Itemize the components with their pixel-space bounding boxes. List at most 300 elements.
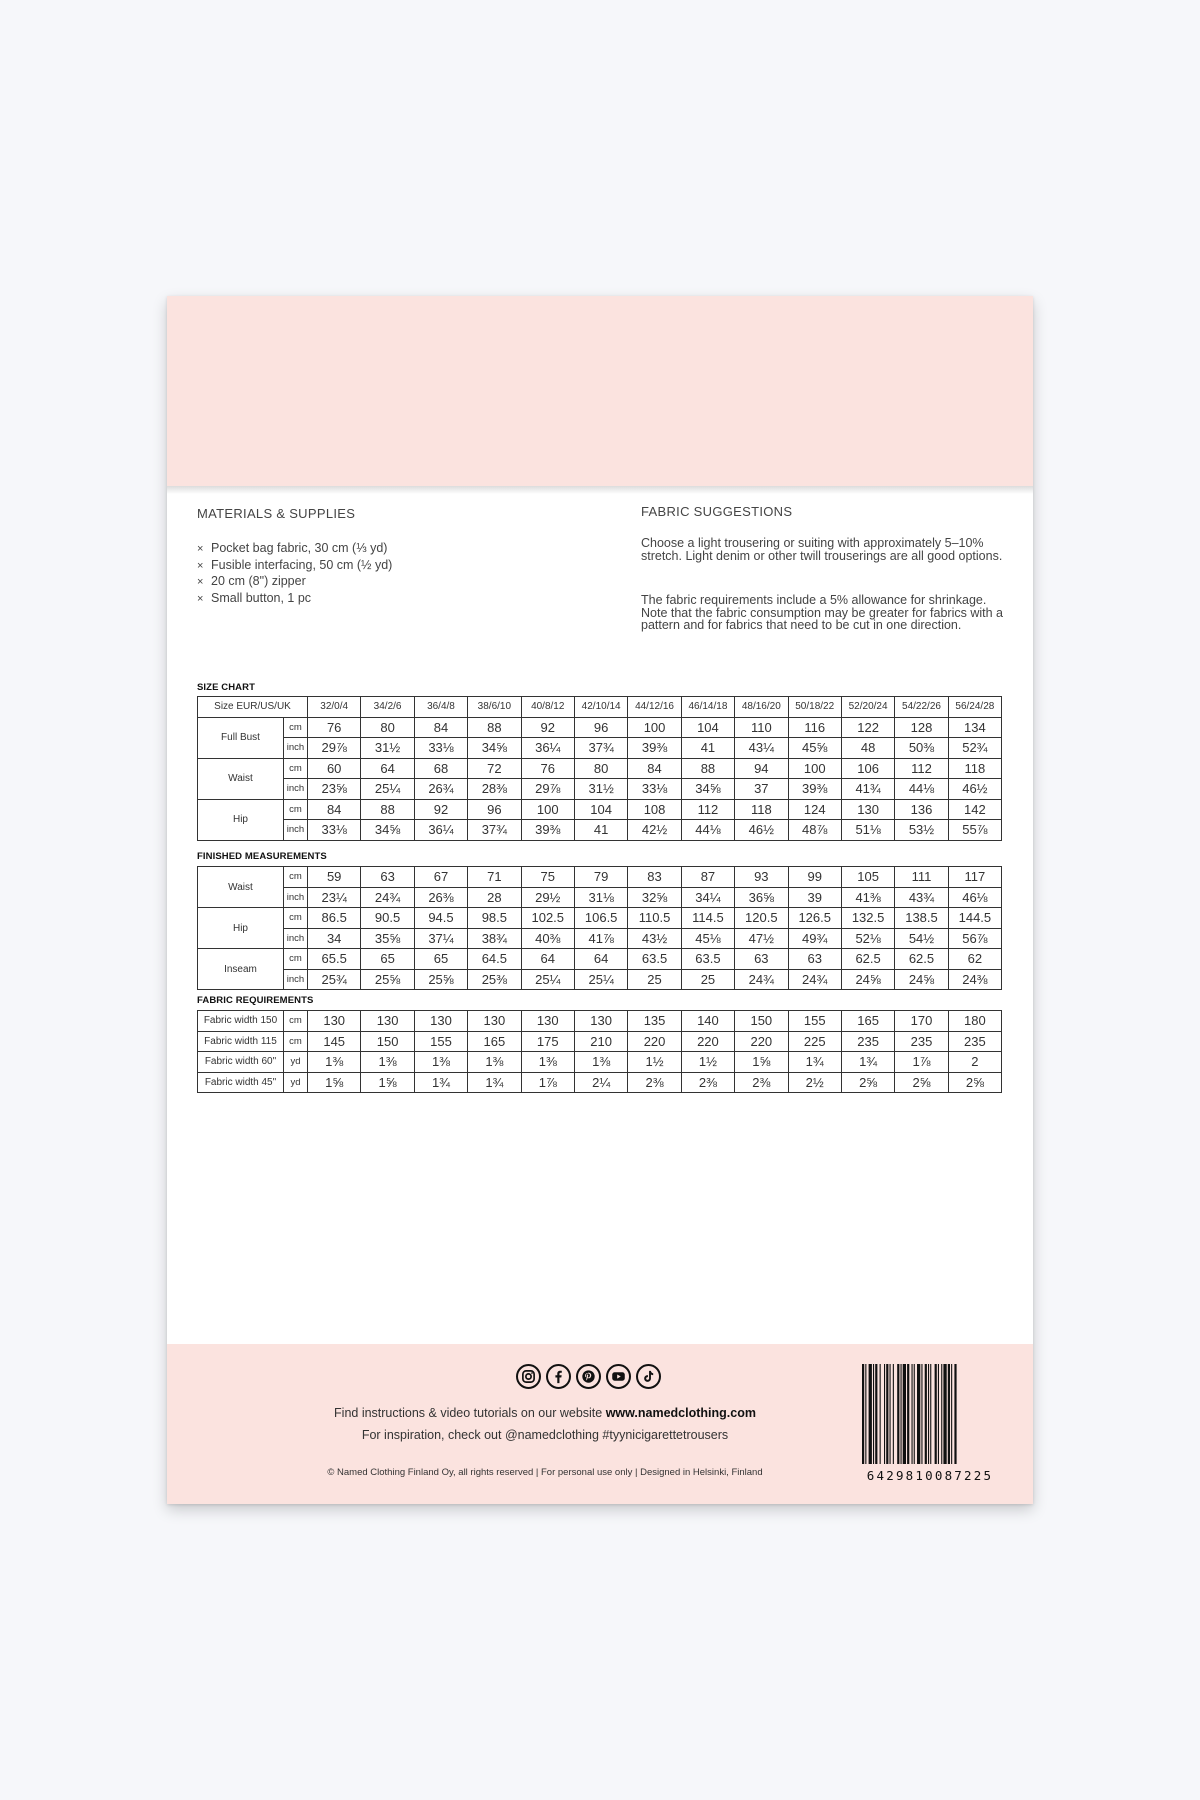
value-cell: 87 <box>681 867 734 888</box>
table-row <box>198 779 1002 800</box>
value-cell: 64 <box>574 949 627 970</box>
value-cell: 35⅝ <box>361 928 414 949</box>
value-cell: 130 <box>414 1011 467 1032</box>
value-cell: 145 <box>308 1031 361 1052</box>
value-cell: 1⅜ <box>521 1052 574 1073</box>
value-cell: 34⅝ <box>361 820 414 841</box>
value-cell: 24¾ <box>735 969 788 990</box>
tiktok-icon[interactable] <box>636 1364 661 1389</box>
finished-measurements-title: FINISHED MEASUREMENTS <box>197 851 327 862</box>
value-cell: 45⅝ <box>788 738 841 759</box>
unit-cell: yd <box>284 1052 308 1073</box>
barcode-bar <box>928 1364 929 1464</box>
unit-cell: inch <box>284 969 308 990</box>
value-cell: 39⅜ <box>521 820 574 841</box>
value-cell: 46½ <box>735 820 788 841</box>
value-cell: 25 <box>628 969 681 990</box>
value-cell: 1¾ <box>788 1052 841 1073</box>
facebook-icon[interactable] <box>546 1364 571 1389</box>
value-cell: 24⅝ <box>895 969 948 990</box>
value-cell: 220 <box>681 1031 734 1052</box>
size-header-label: Size EUR/US/UK <box>198 697 308 718</box>
value-cell: 23¼ <box>308 887 361 908</box>
value-cell: 62 <box>948 949 1001 970</box>
value-cell: 25⅝ <box>361 969 414 990</box>
barcode-bar <box>954 1364 956 1464</box>
size-header: 44/12/16 <box>628 697 681 718</box>
value-cell: 79 <box>574 867 627 888</box>
value-cell: 36¼ <box>521 738 574 759</box>
value-cell: 142 <box>948 799 1001 820</box>
unit-cell: cm <box>284 717 308 738</box>
value-cell: 1⅝ <box>308 1072 361 1093</box>
value-cell: 106.5 <box>574 908 627 929</box>
value-cell: 31½ <box>574 779 627 800</box>
value-cell: 2½ <box>788 1072 841 1093</box>
value-cell: 99 <box>788 867 841 888</box>
value-cell: 1⅝ <box>735 1052 788 1073</box>
value-cell: 63.5 <box>628 949 681 970</box>
barcode-bar <box>914 1364 915 1464</box>
fabric-width-label: Fabric width 45" <box>198 1072 284 1093</box>
value-cell: 118 <box>735 799 788 820</box>
value-cell: 31½ <box>361 738 414 759</box>
value-cell: 220 <box>735 1031 788 1052</box>
finished-measurements-table <box>197 866 1002 990</box>
value-cell: 34⅝ <box>468 738 521 759</box>
value-cell: 170 <box>895 1011 948 1032</box>
value-cell: 94 <box>735 758 788 779</box>
value-cell: 60 <box>308 758 361 779</box>
body-measurement-label: Full Bust <box>198 717 284 758</box>
barcode-bar <box>886 1364 888 1464</box>
value-cell: 33⅛ <box>628 779 681 800</box>
size-chart-table <box>197 696 1002 841</box>
unit-cell: inch <box>284 738 308 759</box>
finished-measurement-label: Inseam <box>198 949 284 990</box>
unit-cell: cm <box>284 908 308 929</box>
value-cell: 28 <box>468 887 521 908</box>
value-cell: 1¾ <box>468 1072 521 1093</box>
instagram-icon[interactable] <box>516 1364 541 1389</box>
value-cell: 32⅝ <box>628 887 681 908</box>
size-header: 46/14/18 <box>681 697 734 718</box>
value-cell: 124 <box>788 799 841 820</box>
unit-cell: cm <box>284 1031 308 1052</box>
bullet-cross-icon: × <box>197 559 204 572</box>
value-cell: 2⅝ <box>948 1072 1001 1093</box>
value-cell: 144.5 <box>948 908 1001 929</box>
barcode-bar <box>903 1364 906 1464</box>
table-row <box>198 738 1002 759</box>
size-header: 36/4/8 <box>414 697 467 718</box>
material-item <box>197 558 392 575</box>
value-cell: 48⅞ <box>788 820 841 841</box>
website-link[interactable]: www.namedclothing.com <box>605 1406 756 1420</box>
value-cell: 116 <box>788 717 841 738</box>
table-row <box>198 928 1002 949</box>
value-cell: 63 <box>735 949 788 970</box>
value-cell: 36⅝ <box>735 887 788 908</box>
value-cell: 155 <box>788 1011 841 1032</box>
value-cell: 80 <box>361 717 414 738</box>
size-header: 42/10/14 <box>574 697 627 718</box>
fabric-suggestions-paragraph-1: Choose a light trousering or suiting with approximately 5–10% stretch. Light denim or other twill trouserings are all good options. <box>641 536 1003 563</box>
fabric-suggestions-title: FABRIC SUGGESTIONS <box>641 504 793 519</box>
size-header: 54/22/26 <box>895 697 948 718</box>
value-cell: 150 <box>361 1031 414 1052</box>
value-cell: 175 <box>521 1031 574 1052</box>
unit-cell: inch <box>284 928 308 949</box>
value-cell: 41 <box>681 738 734 759</box>
size-header: 38/6/10 <box>468 697 521 718</box>
value-cell: 112 <box>681 799 734 820</box>
barcode-bar <box>912 1364 913 1464</box>
value-cell: 28⅜ <box>468 779 521 800</box>
unit-cell: cm <box>284 949 308 970</box>
value-cell: 37¼ <box>414 928 467 949</box>
value-cell: 114.5 <box>681 908 734 929</box>
value-cell: 110.5 <box>628 908 681 929</box>
value-cell: 31⅛ <box>574 887 627 908</box>
value-cell: 39⅜ <box>628 738 681 759</box>
table-row <box>198 820 1002 841</box>
value-cell: 50⅜ <box>895 738 948 759</box>
value-cell: 25¼ <box>574 969 627 990</box>
top-color-band <box>167 296 1033 486</box>
value-cell: 88 <box>681 758 734 779</box>
table-row <box>198 949 1002 970</box>
value-cell: 220 <box>628 1031 681 1052</box>
value-cell: 24⅝ <box>841 969 894 990</box>
size-header: 40/8/12 <box>521 697 574 718</box>
inspiration-line: For inspiration, check out @namedclothing #tyynicigarettetrousers <box>361 1428 729 1442</box>
table-row <box>198 1011 1002 1032</box>
table-row <box>198 717 1002 738</box>
value-cell: 64.5 <box>468 949 521 970</box>
finished-measurement-label: Waist <box>198 867 284 908</box>
barcode-bar <box>938 1364 939 1464</box>
value-cell: 29⅞ <box>308 738 361 759</box>
barcode-bar <box>907 1364 909 1464</box>
material-item <box>197 541 392 558</box>
value-cell: 65 <box>361 949 414 970</box>
value-cell: 180 <box>948 1011 1001 1032</box>
value-cell: 93 <box>735 867 788 888</box>
value-cell: 65.5 <box>308 949 361 970</box>
value-cell: 72 <box>468 758 521 779</box>
value-cell: 100 <box>788 758 841 779</box>
footer-band <box>167 1344 1033 1504</box>
value-cell: 37 <box>735 779 788 800</box>
value-cell: 130 <box>521 1011 574 1032</box>
value-cell: 41⅞ <box>574 928 627 949</box>
body-measurement-label: Waist <box>198 758 284 799</box>
material-text: Fusible interfacing, 50 cm (½ yd) <box>211 557 393 572</box>
value-cell: 1⅝ <box>361 1072 414 1093</box>
value-cell: 52⅛ <box>841 928 894 949</box>
size-header: 48/16/20 <box>735 697 788 718</box>
value-cell: 104 <box>681 717 734 738</box>
value-cell: 106 <box>841 758 894 779</box>
value-cell: 118 <box>948 758 1001 779</box>
barcode <box>862 1364 999 1474</box>
barcode-bar <box>869 1364 872 1464</box>
value-cell: 41 <box>574 820 627 841</box>
material-text: Small button, 1 pc <box>211 590 312 605</box>
barcode-bar <box>884 1364 885 1464</box>
value-cell: 41¾ <box>841 779 894 800</box>
value-cell: 43¼ <box>735 738 788 759</box>
fabric-suggestions-paragraph-2: The fabric requirements include a 5% allowance for shrinkage. Note that the fabric consumption may be greater for fabrics with a pattern and for fabrics that need to be cut in one direction. <box>641 593 1003 632</box>
value-cell: 112 <box>895 758 948 779</box>
barcode-bar <box>901 1364 902 1464</box>
value-cell: 1⅜ <box>361 1052 414 1073</box>
value-cell: 126.5 <box>788 908 841 929</box>
barcode-bar <box>873 1364 874 1464</box>
table-row <box>198 969 1002 990</box>
value-cell: 130 <box>361 1011 414 1032</box>
size-header: 56/24/28 <box>948 697 1001 718</box>
value-cell: 150 <box>735 1011 788 1032</box>
value-cell: 122 <box>841 717 894 738</box>
value-cell: 90.5 <box>361 908 414 929</box>
unit-cell: inch <box>284 820 308 841</box>
value-cell: 26⅜ <box>414 887 467 908</box>
value-cell: 136 <box>895 799 948 820</box>
value-cell: 39⅜ <box>788 779 841 800</box>
bullet-cross-icon: × <box>197 576 204 588</box>
value-cell: 29⅞ <box>521 779 574 800</box>
value-cell: 29½ <box>521 887 574 908</box>
value-cell: 40⅜ <box>521 928 574 949</box>
pattern-envelope-back <box>167 296 1033 1504</box>
value-cell: 64 <box>361 758 414 779</box>
unit-cell: inch <box>284 779 308 800</box>
value-cell: 37¾ <box>574 738 627 759</box>
value-cell: 25⅝ <box>414 969 467 990</box>
value-cell: 84 <box>308 799 361 820</box>
value-cell: 42½ <box>628 820 681 841</box>
value-cell: 225 <box>788 1031 841 1052</box>
copyright-line: © Named Clothing Finland Oy, all rights reserved | For personal use only | Designed in Helsinki, Finland <box>327 1467 763 1478</box>
value-cell: 165 <box>468 1031 521 1052</box>
materials-title: MATERIALS & SUPPLIES <box>197 506 356 521</box>
value-cell: 2⅜ <box>681 1072 734 1093</box>
value-cell: 92 <box>414 799 467 820</box>
value-cell: 235 <box>895 1031 948 1052</box>
value-cell: 59 <box>308 867 361 888</box>
value-cell: 1⅜ <box>468 1052 521 1073</box>
value-cell: 71 <box>468 867 521 888</box>
value-cell: 24⅜ <box>948 969 1001 990</box>
table-row <box>198 1031 1002 1052</box>
value-cell: 84 <box>414 717 467 738</box>
value-cell: 130 <box>308 1011 361 1032</box>
value-cell: 130 <box>468 1011 521 1032</box>
table-row <box>198 1072 1002 1093</box>
value-cell: 33⅛ <box>308 820 361 841</box>
value-cell: 51⅛ <box>841 820 894 841</box>
barcode-bar <box>943 1364 946 1464</box>
value-cell: 120.5 <box>735 908 788 929</box>
value-cell: 34 <box>308 928 361 949</box>
barcode-bar <box>893 1364 894 1464</box>
material-item <box>197 591 392 608</box>
materials-list <box>197 541 392 607</box>
value-cell: 235 <box>841 1031 894 1052</box>
barcode-number: 6429810087225 <box>866 1468 994 1483</box>
value-cell: 102.5 <box>521 908 574 929</box>
value-cell: 96 <box>574 717 627 738</box>
value-cell: 1⅜ <box>414 1052 467 1073</box>
value-cell: 1¾ <box>414 1072 467 1093</box>
value-cell: 84 <box>628 758 681 779</box>
fabric-requirements-table <box>197 1010 1002 1093</box>
value-cell: 76 <box>308 717 361 738</box>
value-cell: 25¼ <box>361 779 414 800</box>
pinterest-icon[interactable] <box>576 1364 601 1389</box>
value-cell: 25 <box>681 969 734 990</box>
value-cell: 135 <box>628 1011 681 1032</box>
fabric-width-label: Fabric width 60" <box>198 1052 284 1073</box>
value-cell: 55⅞ <box>948 820 1001 841</box>
value-cell: 75 <box>521 867 574 888</box>
value-cell: 68 <box>414 758 467 779</box>
barcode-bar <box>941 1364 942 1464</box>
value-cell: 24¾ <box>788 969 841 990</box>
value-cell: 43½ <box>628 928 681 949</box>
unit-cell: cm <box>284 1011 308 1032</box>
value-cell: 48 <box>841 738 894 759</box>
value-cell: 26¾ <box>414 779 467 800</box>
value-cell: 76 <box>521 758 574 779</box>
fabric-requirements-title: FABRIC REQUIREMENTS <box>197 995 314 1006</box>
value-cell: 41⅜ <box>841 887 894 908</box>
size-chart-title: SIZE CHART <box>197 682 255 693</box>
table-row <box>198 1052 1002 1073</box>
value-cell: 39 <box>788 887 841 908</box>
value-cell: 45⅛ <box>681 928 734 949</box>
bullet-cross-icon: × <box>197 592 204 605</box>
value-cell: 104 <box>574 799 627 820</box>
value-cell: 2⅜ <box>735 1072 788 1093</box>
value-cell: 63 <box>788 949 841 970</box>
table-row <box>198 867 1002 888</box>
value-cell: 96 <box>468 799 521 820</box>
value-cell: 94.5 <box>414 908 467 929</box>
material-item <box>197 574 392 591</box>
website-line <box>167 1406 923 1420</box>
unit-cell: yd <box>284 1072 308 1093</box>
barcode-bar <box>890 1364 891 1464</box>
table-row <box>198 758 1002 779</box>
barcode-bar <box>917 1364 920 1464</box>
value-cell: 1½ <box>681 1052 734 1073</box>
value-cell: 98.5 <box>468 908 521 929</box>
value-cell: 1⅞ <box>521 1072 574 1093</box>
value-cell: 1⅞ <box>895 1052 948 1073</box>
unit-cell: cm <box>284 867 308 888</box>
value-cell: 54½ <box>895 928 948 949</box>
value-cell: 210 <box>574 1031 627 1052</box>
value-cell: 52¾ <box>948 738 1001 759</box>
value-cell: 56⅞ <box>948 928 1001 949</box>
value-cell: 2¼ <box>574 1072 627 1093</box>
material-text: 20 cm (8") zipper <box>211 574 306 588</box>
value-cell: 110 <box>735 717 788 738</box>
table-row <box>198 799 1002 820</box>
value-cell: 2 <box>948 1052 1001 1073</box>
material-text: Pocket bag fabric, 30 cm (⅓ yd) <box>211 541 388 555</box>
value-cell: 100 <box>628 717 681 738</box>
value-cell: 46½ <box>948 779 1001 800</box>
value-cell: 34¼ <box>681 887 734 908</box>
value-cell: 155 <box>414 1031 467 1052</box>
value-cell: 80 <box>574 758 627 779</box>
value-cell: 128 <box>895 717 948 738</box>
value-cell: 88 <box>361 799 414 820</box>
size-header: 50/18/22 <box>788 697 841 718</box>
fabric-width-label: Fabric width 115 <box>198 1031 284 1052</box>
value-cell: 49¾ <box>788 928 841 949</box>
value-cell: 140 <box>681 1011 734 1032</box>
value-cell: 132.5 <box>841 908 894 929</box>
value-cell: 86.5 <box>308 908 361 929</box>
social-icons <box>516 1364 661 1389</box>
value-cell: 2⅜ <box>628 1072 681 1093</box>
website-line-text: Find instructions & video tutorials on our website <box>334 1406 606 1420</box>
unit-cell: cm <box>284 758 308 779</box>
body-measurement-label: Hip <box>198 799 284 840</box>
value-cell: 88 <box>468 717 521 738</box>
value-cell: 117 <box>948 867 1001 888</box>
value-cell: 24¾ <box>361 887 414 908</box>
value-cell: 1½ <box>628 1052 681 1073</box>
value-cell: 47½ <box>735 928 788 949</box>
barcode-bar <box>880 1364 881 1464</box>
value-cell: 1¾ <box>841 1052 894 1073</box>
value-cell: 62.5 <box>895 949 948 970</box>
value-cell: 64 <box>521 949 574 970</box>
barcode-bar <box>948 1364 950 1464</box>
youtube-icon[interactable] <box>606 1364 631 1389</box>
bullet-cross-icon: × <box>197 543 204 555</box>
size-header: 52/20/24 <box>841 697 894 718</box>
finished-measurement-label: Hip <box>198 908 284 949</box>
value-cell: 138.5 <box>895 908 948 929</box>
value-cell: 53½ <box>895 820 948 841</box>
size-header: 34/2/6 <box>361 697 414 718</box>
value-cell: 130 <box>574 1011 627 1032</box>
value-cell: 36¼ <box>414 820 467 841</box>
value-cell: 44⅛ <box>681 820 734 841</box>
value-cell: 83 <box>628 867 681 888</box>
value-cell: 43¾ <box>895 887 948 908</box>
value-cell: 25¼ <box>521 969 574 990</box>
size-header-row <box>198 697 1002 718</box>
barcode-bar <box>935 1364 937 1464</box>
value-cell: 92 <box>521 717 574 738</box>
value-cell: 235 <box>948 1031 1001 1052</box>
unit-cell: cm <box>284 799 308 820</box>
value-cell: 165 <box>841 1011 894 1032</box>
value-cell: 63 <box>361 867 414 888</box>
size-header: 32/0/4 <box>308 697 361 718</box>
value-cell: 46⅛ <box>948 887 1001 908</box>
value-cell: 62.5 <box>841 949 894 970</box>
table-row <box>198 887 1002 908</box>
